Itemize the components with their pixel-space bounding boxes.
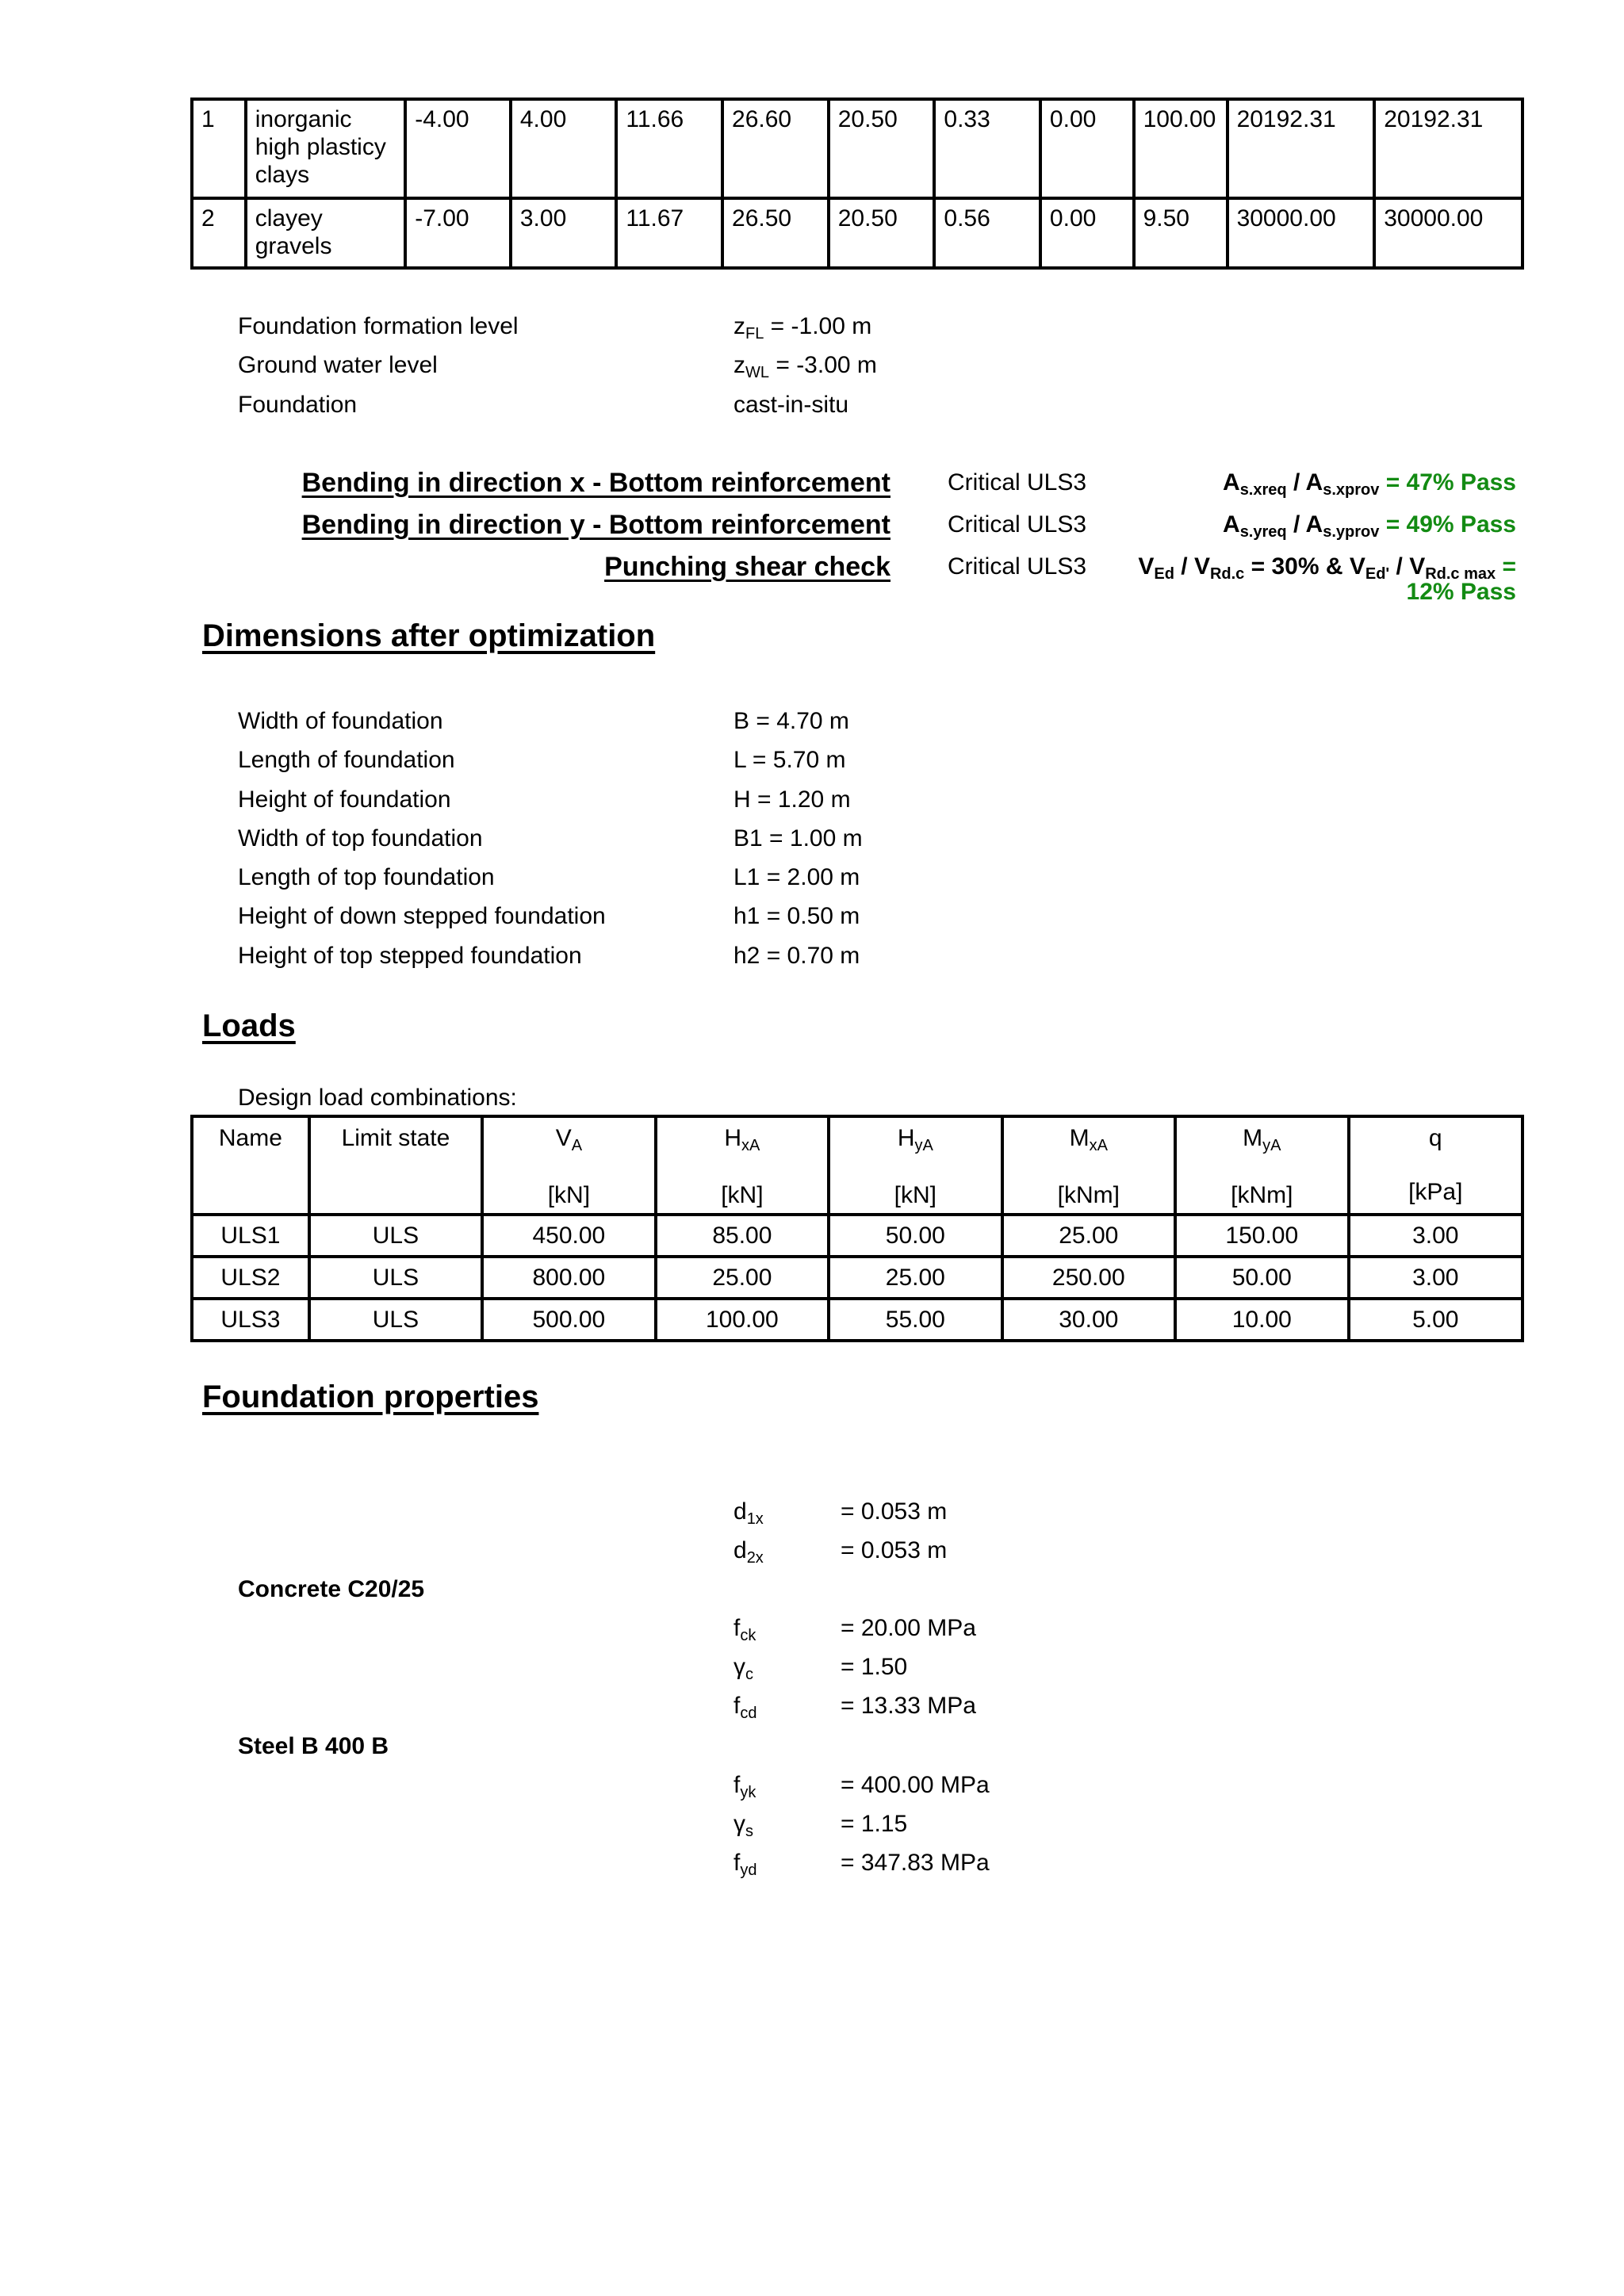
soil-no: 2 [192, 198, 246, 268]
header-label: H [724, 1125, 742, 1151]
table-cell: 250.00 [1002, 1257, 1176, 1299]
dimension-value: B1 = 1.00 m [733, 825, 863, 851]
symbol: f [733, 1850, 741, 1876]
formation-level-value [733, 313, 871, 340]
subscript: Ed [1154, 565, 1174, 583]
symbol: f [733, 1772, 741, 1798]
fyd-symbol [733, 1850, 756, 1877]
subscript: s.xprov [1323, 481, 1380, 499]
symbol: γ [733, 1654, 745, 1680]
loads-caption: Design load combinations: [238, 1085, 517, 1111]
dimension-labels [238, 702, 606, 975]
table-cell: 5.00 [1349, 1299, 1522, 1341]
d1x-symbol [733, 1498, 764, 1528]
table-cell: 25.00 [829, 1257, 1002, 1299]
subscript: yA [1262, 1137, 1281, 1154]
soil-name-line: inorganic [255, 106, 352, 132]
check-title-bending-x: Bending in direction x - Bottom reinforcement [301, 468, 891, 498]
pass-status: 12% Pass [1406, 579, 1516, 605]
symbol: / V [1389, 553, 1426, 580]
d1x-value: = 0.053 m [841, 1498, 948, 1525]
soil-name-line: high plasticy [255, 134, 386, 160]
symbol: A [1305, 511, 1323, 538]
header-mxa [1002, 1116, 1176, 1215]
subscript: Rd.c [1209, 565, 1245, 583]
table-cell: 25.00 [1002, 1215, 1176, 1257]
foundation-type-value: cast-in-situ [733, 392, 849, 418]
header-label: H [897, 1125, 915, 1151]
check-result-punching [1138, 553, 1516, 606]
pass-status: = 47% Pass [1379, 469, 1516, 496]
table-cell: 50.00 [1175, 1257, 1349, 1299]
subscript: s.yprov [1323, 523, 1380, 541]
fyk-symbol [733, 1772, 756, 1799]
header-limit-state [309, 1116, 482, 1215]
soil-cell: 4.00 [511, 99, 617, 198]
soil-cell: 100.00 [1134, 99, 1228, 198]
table-cell: ULS [309, 1299, 482, 1341]
header-label: M [1069, 1125, 1090, 1151]
fyk-value: = 400.00 MPa [841, 1772, 990, 1798]
fyd-value: = 347.83 MPa [841, 1850, 990, 1876]
soil-cell: -4.00 [405, 99, 511, 198]
symbol: d [733, 1498, 747, 1525]
subscript: ck [740, 1627, 756, 1644]
check-result-bending-x [1223, 469, 1516, 499]
dimension-label: Height of down stepped foundation [238, 903, 606, 930]
soil-cell: 11.66 [616, 99, 722, 198]
subscript: xA [1089, 1137, 1108, 1154]
fcd-value: = 13.33 MPa [841, 1693, 976, 1719]
subscript: Ed' [1365, 565, 1390, 583]
d2x-value: = 0.053 m [841, 1537, 948, 1563]
subscript: yd [740, 1862, 757, 1879]
symbol: / [1286, 511, 1306, 538]
subscript: s [745, 1823, 753, 1840]
dimension-label: Width of foundation [238, 708, 443, 734]
concrete-class: Concrete C20/25 [238, 1576, 425, 1602]
table-header-row [192, 1116, 1522, 1215]
check-title-bending-y: Bending in direction y - Bottom reinforcement [301, 510, 891, 540]
table-cell: 55.00 [829, 1299, 1002, 1341]
header-label: q [1428, 1125, 1442, 1151]
table-cell: 85.00 [656, 1215, 829, 1257]
value: = -1.00 m [764, 313, 872, 339]
soil-layers-table [190, 98, 1524, 270]
header-label: M [1243, 1125, 1263, 1151]
soil-row [192, 198, 1522, 268]
table-row [192, 1215, 1522, 1257]
dimension-value: B = 4.70 m [733, 708, 849, 734]
fck-symbol [733, 1615, 756, 1642]
header-unit: [kN] [894, 1182, 936, 1208]
dimensions-heading: Dimensions after optimization [202, 618, 656, 653]
header-hya [829, 1116, 1002, 1215]
water-level-value [733, 352, 877, 379]
subscript: 1x [746, 1510, 764, 1528]
dimension-value: H = 1.20 m [733, 786, 851, 813]
header-unit: [kPa] [1408, 1179, 1463, 1205]
foundation-properties-heading: Foundation properties [202, 1380, 539, 1414]
subscript: yA [914, 1137, 933, 1154]
check-critical: Critical ULS3 [948, 553, 1087, 580]
table-cell: 800.00 [482, 1257, 656, 1299]
pass-status: = 49% Pass [1379, 511, 1516, 538]
subscript: s.xreq [1239, 481, 1287, 499]
d2x-symbol [733, 1537, 764, 1567]
symbol: / V [1174, 553, 1210, 580]
header-hxa [656, 1116, 829, 1215]
subscript: yk [740, 1784, 756, 1801]
soil-cell: 0.00 [1040, 99, 1134, 198]
dimension-value: L = 5.70 m [733, 747, 846, 774]
table-cell: ULS1 [192, 1215, 309, 1257]
subscript: xA [741, 1137, 760, 1154]
table-cell: ULS2 [192, 1257, 309, 1299]
load-combinations-table [190, 1115, 1524, 1342]
header-label: Name [218, 1125, 282, 1151]
table-cell: 25.00 [656, 1257, 829, 1299]
symbol: γ [733, 1811, 745, 1837]
soil-cell: 9.50 [1134, 198, 1228, 268]
soil-name-line: clays [255, 162, 310, 188]
punching-formula [1138, 553, 1516, 583]
dimension-label: Height of foundation [238, 786, 451, 813]
soil-name-line: gravels [255, 233, 332, 259]
subscript: A [571, 1137, 583, 1154]
table-cell: 10.00 [1175, 1299, 1349, 1341]
table-cell: ULS [309, 1257, 482, 1299]
table-cell: ULS [309, 1215, 482, 1257]
soil-cell: 30000.00 [1374, 198, 1522, 268]
subscript: c [745, 1666, 753, 1683]
subscript: Rd.c max [1425, 565, 1496, 583]
subscript: s.yreq [1239, 523, 1287, 541]
symbol: z [733, 352, 745, 378]
soil-no: 1 [192, 99, 246, 198]
symbol: / [1286, 469, 1306, 496]
dimension-value: h1 = 0.50 m [733, 903, 860, 930]
fck-value: = 20.00 MPa [841, 1615, 976, 1641]
soil-cell: 0.56 [934, 198, 1040, 268]
dimension-label: Height of top stepped foundation [238, 942, 582, 969]
header-unit: [kN] [547, 1182, 591, 1208]
steel-class: Steel B 400 B [238, 1733, 389, 1759]
table-cell: 150.00 [1175, 1215, 1349, 1257]
soil-row [192, 99, 1522, 198]
soil-cell: 3.00 [511, 198, 617, 268]
soil-name-line: clayey [255, 205, 323, 232]
soil-cell: 30000.00 [1228, 198, 1375, 268]
soil-cell: 20.50 [829, 198, 935, 268]
table-row [192, 1299, 1522, 1341]
check-critical: Critical ULS3 [948, 469, 1087, 496]
header-mya [1175, 1116, 1349, 1215]
header-unit: [kNm] [1057, 1182, 1120, 1208]
soil-cell: 26.60 [722, 99, 829, 198]
soil-cell: 26.50 [722, 198, 829, 268]
table-cell: 500.00 [482, 1299, 656, 1341]
table-cell: 50.00 [829, 1215, 1002, 1257]
dimension-value: L1 = 2.00 m [733, 864, 860, 891]
symbol: z [733, 313, 745, 339]
soil-cell: 0.00 [1040, 198, 1134, 268]
symbol: f [733, 1693, 741, 1719]
check-title-punching: Punching shear check [604, 552, 891, 582]
symbol: A [1223, 511, 1240, 538]
soil-name [246, 99, 405, 198]
formation-level-label: Foundation formation level [238, 313, 519, 339]
header-q [1349, 1116, 1522, 1215]
dimension-label: Width of top foundation [238, 825, 483, 851]
table-cell: 100.00 [656, 1299, 829, 1341]
soil-cell: 20192.31 [1228, 99, 1375, 198]
check-critical: Critical ULS3 [948, 511, 1087, 538]
dimension-values [733, 702, 863, 975]
symbol: d [733, 1537, 747, 1563]
gamma-c-symbol [733, 1654, 753, 1681]
table-cell: ULS3 [192, 1299, 309, 1341]
gamma-s-value: = 1.15 [841, 1811, 908, 1837]
check-result-bending-y [1223, 511, 1516, 541]
symbol: f [733, 1615, 741, 1641]
table-row [192, 1257, 1522, 1299]
foundation-label: Foundation [238, 392, 358, 418]
symbol: = [1496, 553, 1516, 580]
header-name [192, 1116, 309, 1215]
soil-cell: 11.67 [616, 198, 722, 268]
soil-cell: -7.00 [405, 198, 511, 268]
dimension-label: Length of top foundation [238, 864, 495, 891]
symbol: V [1138, 553, 1155, 580]
table-cell: 3.00 [1349, 1215, 1522, 1257]
symbol: A [1223, 469, 1240, 496]
subscript: FL [745, 325, 764, 342]
dimension-label: Length of foundation [238, 747, 455, 774]
table-cell: 3.00 [1349, 1257, 1522, 1299]
header-va [482, 1116, 656, 1215]
soil-cell: 20.50 [829, 99, 935, 198]
header-unit: [kNm] [1231, 1182, 1293, 1208]
symbol: A [1305, 469, 1323, 496]
table-cell: 450.00 [482, 1215, 656, 1257]
header-label: Limit state [341, 1125, 450, 1151]
gamma-s-symbol [733, 1811, 753, 1838]
soil-cell: 0.33 [934, 99, 1040, 198]
water-level-label: Ground water level [238, 352, 438, 378]
table-cell: 30.00 [1002, 1299, 1176, 1341]
header-label: V [555, 1125, 572, 1151]
loads-heading: Loads [202, 1008, 296, 1043]
header-unit: [kN] [721, 1182, 764, 1208]
subscript: cd [740, 1705, 757, 1722]
symbol: = 30% & V [1244, 553, 1365, 580]
value: = -3.00 m [769, 352, 877, 378]
soil-name [246, 198, 405, 268]
subscript: 2x [746, 1549, 764, 1567]
soil-cell: 20192.31 [1374, 99, 1522, 198]
fcd-symbol [733, 1693, 756, 1720]
gamma-c-value: = 1.50 [841, 1654, 908, 1680]
dimension-value: h2 = 0.70 m [733, 942, 860, 969]
subscript: WL [745, 364, 769, 381]
